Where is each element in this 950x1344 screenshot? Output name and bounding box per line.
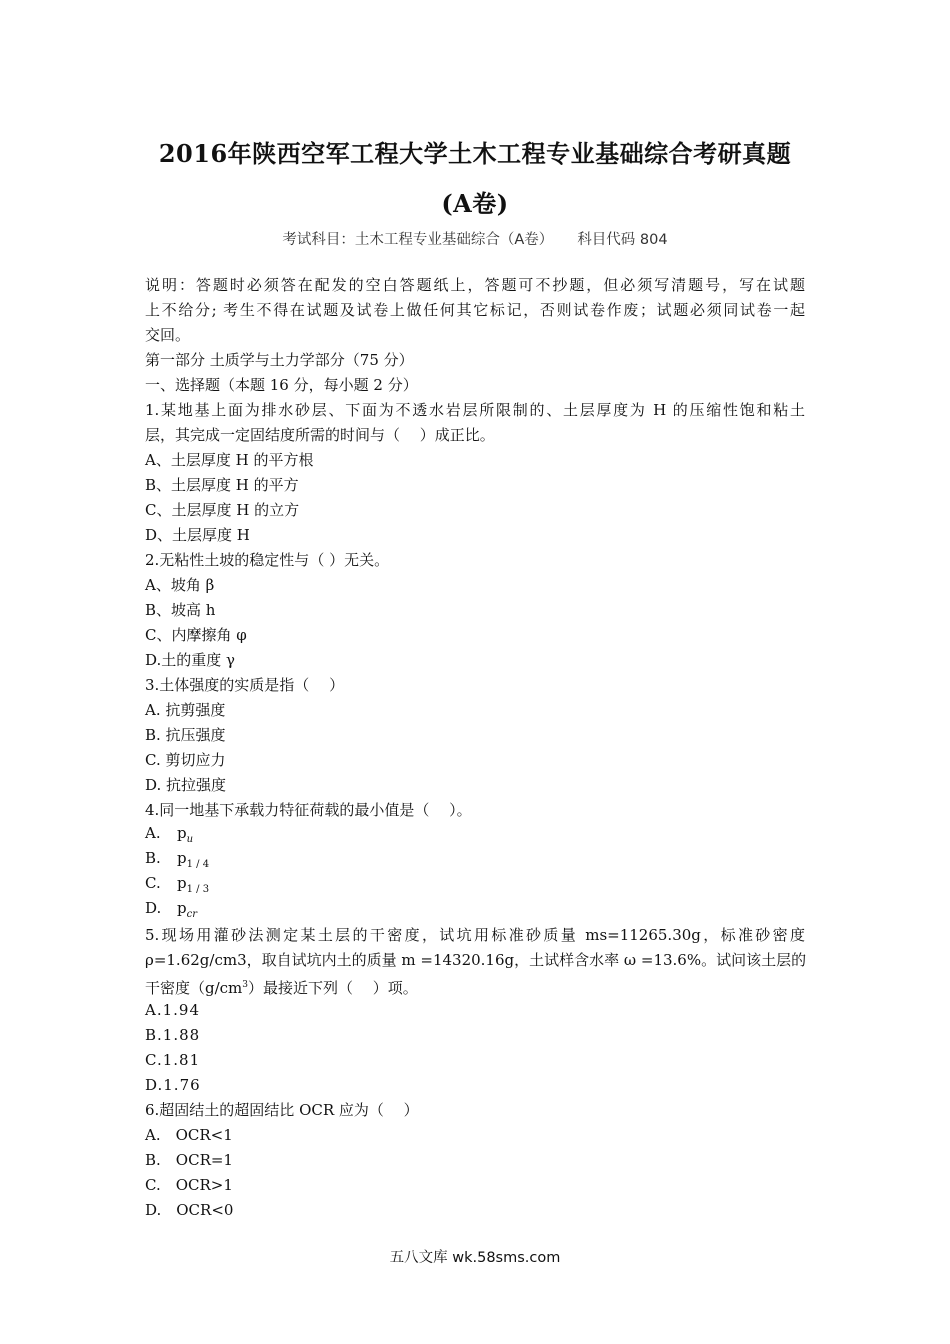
question-stem: 2.无粘性土坡的稳定性与（ ）无关。 xyxy=(145,551,390,569)
question-stem: ρ=1.62g/cm3，取自试坑内土的质量 m =14320.16g，土试样含水率 ω =13.6%。试问该土层的 xyxy=(145,951,807,969)
option: D.土的重度 γ xyxy=(145,651,235,669)
subject-code: 科目代码 804 xyxy=(577,232,668,248)
option: C. $p_{1 / 3}$ xyxy=(145,874,210,895)
option: D. 抗拉强度 xyxy=(145,776,227,794)
option: C. 剪切应力 xyxy=(145,751,226,769)
option: A. 抗剪强度 xyxy=(145,701,226,719)
question-stem: 层，其完成一定固结度所需的时间与（ ）成正比。 xyxy=(145,426,495,444)
option: D.1.76 xyxy=(145,1076,201,1094)
option: C、内摩擦角 φ xyxy=(145,626,247,644)
option: D、土层厚度 H xyxy=(145,526,250,544)
document-title: 2016年陕西空军工程大学土木工程专业基础综合考研真题 xyxy=(158,139,792,168)
question-stem: 干密度$(g/cm^3)$最接近下列（ ）项。 xyxy=(145,979,418,997)
document-title-volume: (A卷) xyxy=(441,189,509,218)
option: B、土层厚度 H 的平方 xyxy=(145,476,299,494)
exam-subject: 考试科目：土木工程专业基础综合（A卷） xyxy=(282,232,554,248)
notice-line: 上不给分; 考生不得在试题及试卷上做任何其它标记，否则试卷作废；试题必须同试卷一起 xyxy=(145,301,805,319)
notice-line: 交回。 xyxy=(145,326,191,344)
section-heading: 一、选择题（本题 16 分，每小题 2 分） xyxy=(145,376,418,394)
footer-watermark: 五八文库 wk.58sms.com xyxy=(389,1250,561,1266)
option: C.1.81 xyxy=(145,1051,201,1069)
option: B. OCR=1 xyxy=(145,1151,233,1169)
option: B.1.88 xyxy=(145,1026,201,1044)
question-stem: 1.某地基上面为排水砂层、下面为不透水岩层所限制的、土层厚度为 H 的压缩性饱和粘土 xyxy=(145,401,805,419)
option: A.1.94 xyxy=(145,1001,200,1019)
option: C、土层厚度 H 的立方 xyxy=(145,501,300,519)
option: C. OCR>1 xyxy=(145,1176,233,1194)
option: A、土层厚度 H 的平方根 xyxy=(145,451,314,469)
part-heading: 第一部分 土质学与土力学部分（75 分） xyxy=(145,351,414,369)
question-stem: 4.同一地基下承载力特征荷载的最小值是（ ）。 xyxy=(145,801,472,819)
notice-line: 说明：答题时必须答在配发的空白答题纸上，答题可不抄题，但必须写清题号，写在试题 xyxy=(145,276,805,294)
option: D. $p_{cr}$ xyxy=(145,899,197,920)
option: A. $p_u$ xyxy=(145,824,194,845)
question-stem: 3.土体强度的实质是指（ ） xyxy=(145,676,345,694)
option: D. OCR<0 xyxy=(145,1201,234,1219)
option: A、坡角 β xyxy=(145,576,215,594)
option: B. 抗压强度 xyxy=(145,726,226,744)
option: B、坡高 h xyxy=(145,601,216,619)
option: B. $p_{1 / 4}$ xyxy=(145,849,210,870)
exam-subject-line xyxy=(0,228,950,249)
question-stem: 6.超固结土的超固结比 OCR 应为（ ） xyxy=(145,1101,419,1119)
option: A. OCR<1 xyxy=(145,1126,233,1144)
question-stem: 5.现场用灌砂法测定某土层的干密度，试坑用标准砂质量 ms=11265.30g，标准砂密度 xyxy=(145,926,805,944)
